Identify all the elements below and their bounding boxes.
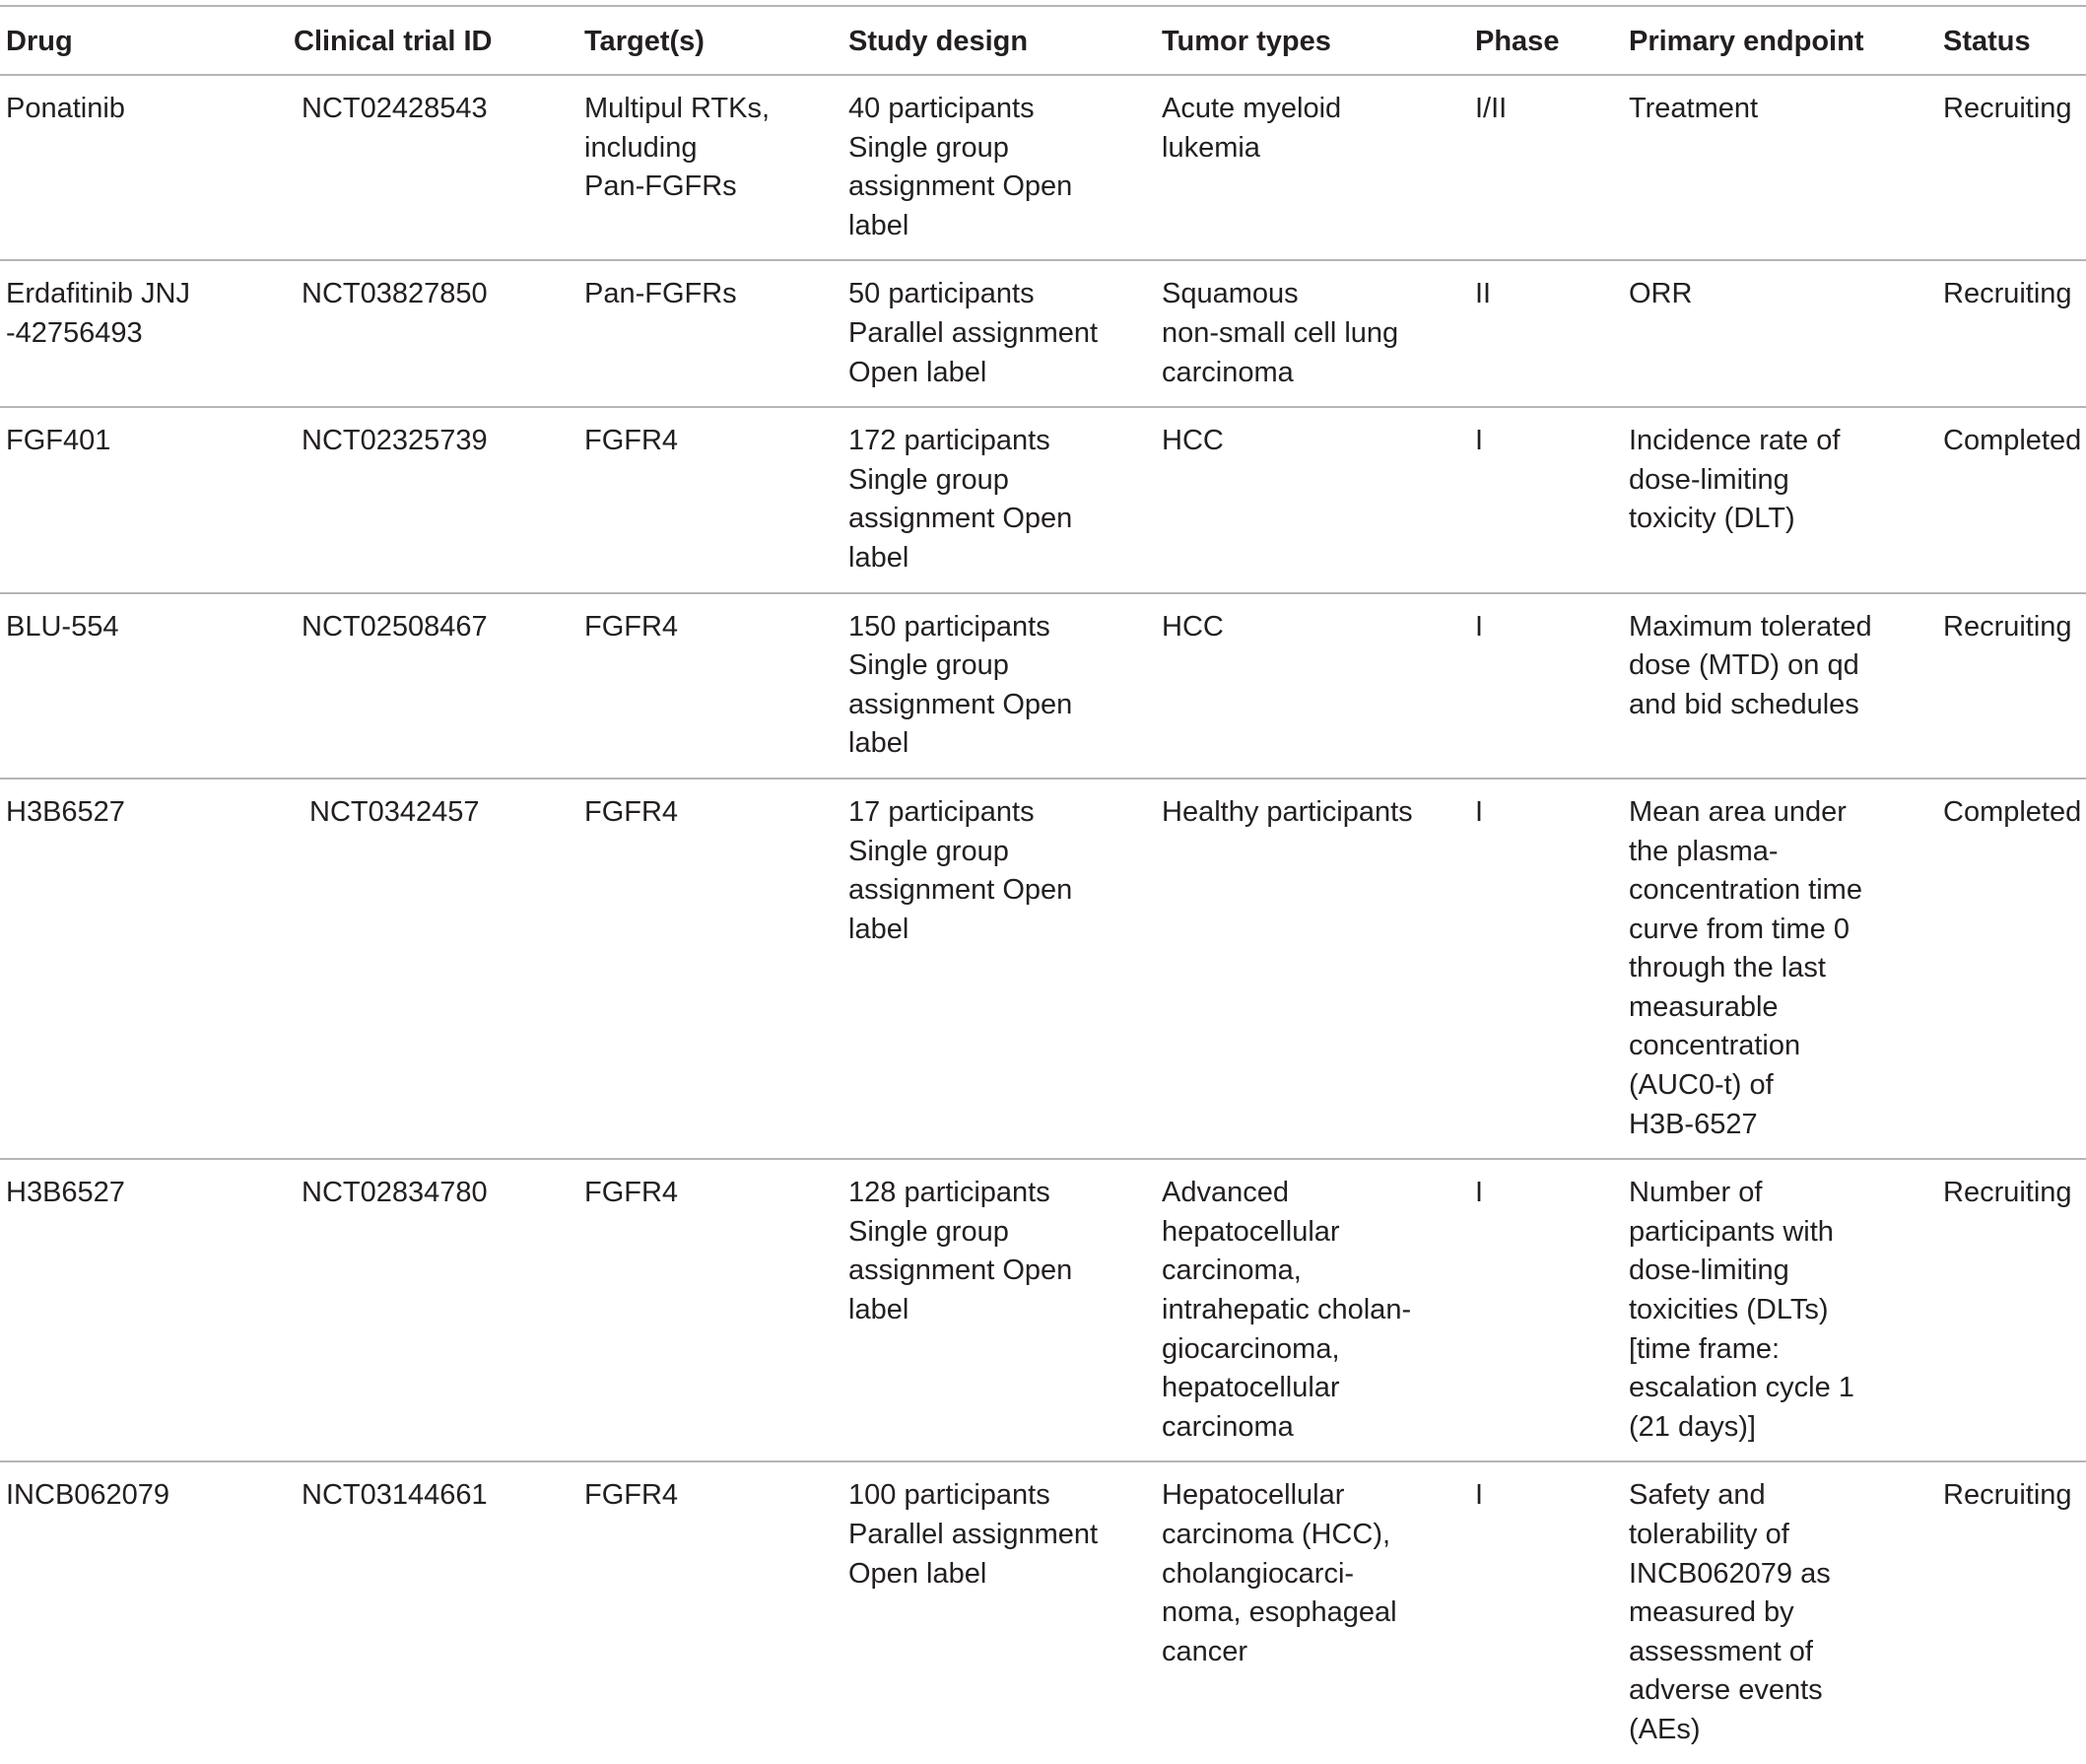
- cell-trial-id: NCT02508467: [294, 593, 584, 779]
- header-drug: Drug: [0, 6, 294, 75]
- header-status: Status: [1943, 6, 2086, 75]
- cell-primary-endpoint: Number of participants with dose-limiting toxicities (DLTs) [time frame: escalation cycle 1 (21 days)]: [1629, 1159, 1943, 1461]
- header-tumor-types: Tumor types: [1162, 6, 1475, 75]
- cell-trial-id: NCT02834780: [294, 1159, 584, 1461]
- cell-primary-endpoint: Maximum tolerated dose (MTD) on qd and bid schedules: [1629, 593, 1943, 779]
- table-row: [0, 407, 2086, 592]
- cell-trial-id: NCT03827850: [294, 260, 584, 407]
- cell-drug: Ponatinib: [0, 75, 294, 260]
- table-row: [0, 260, 2086, 407]
- cell-study-design: 150 participants Single group assignment Open label: [848, 593, 1162, 779]
- cell-tumor-types: Hepatocellular carcinoma (HCC), cholangiocarci- noma, esophageal cancer: [1162, 1479, 1397, 1667]
- cell-targets: Multipul RTKs, including Pan-FGFRs: [584, 75, 848, 260]
- cell-phase: I: [1475, 593, 1629, 779]
- cell-targets: Pan-FGFRs: [584, 260, 848, 407]
- cell-trial-id: NCT02325739: [294, 407, 584, 592]
- clinical-trials-table: [0, 5, 2086, 1764]
- cell-tumor-types: Advanced hepatocellular carcinoma, intrahepatic cholan- giocarcinoma, hepatocellular carcinoma: [1162, 1159, 1475, 1461]
- cell-tumor-types: Healthy participants: [1162, 779, 1475, 1159]
- header-phase: Phase: [1475, 6, 1629, 75]
- header-targets: Target(s): [584, 6, 848, 75]
- cell-primary-endpoint: ORR: [1629, 260, 1943, 407]
- cell-targets: FGFR4: [584, 779, 848, 1159]
- cell-study-design: 100 participants Parallel assignment Open label: [848, 1479, 1099, 1590]
- header-row: [0, 6, 2086, 75]
- cell-status: Recruiting: [1943, 260, 2086, 407]
- cell-status: Recruiting: [1943, 1159, 2086, 1461]
- cell-phase: I: [1475, 1159, 1629, 1461]
- cell-targets: FGFR4: [584, 593, 848, 779]
- header-primary-endpoint: Primary endpoint: [1629, 6, 1943, 75]
- cell-study-design: 40 participants Single group assignment Open label: [848, 75, 1162, 260]
- cell-targets: FGFR4: [584, 1479, 679, 1512]
- cell-phase: I: [1475, 779, 1629, 1159]
- cell-primary-endpoint: Treatment: [1629, 75, 1943, 260]
- cell-drug: H3B6527: [0, 1159, 294, 1461]
- cell-trial-id: NCT0342457: [294, 779, 584, 1159]
- cell-drug: FGF401: [0, 407, 294, 592]
- table-row: [0, 1159, 2086, 1461]
- cell-study-design: 50 participants Parallel assignment Open label: [848, 260, 1162, 407]
- cell-phase: I/II: [1475, 75, 1629, 260]
- cell-status: Completed: [1943, 407, 2086, 592]
- cell-phase: II: [1475, 260, 1629, 407]
- cell-targets: FGFR4: [584, 407, 848, 592]
- cell-status: Recruiting: [1943, 593, 2086, 779]
- cell-drug: INCB062079: [6, 1479, 170, 1512]
- header-study-design: Study design: [848, 6, 1162, 75]
- header-clinical-trial-id: Clinical trial ID: [294, 6, 584, 75]
- cell-primary-endpoint: Incidence rate of dose-limiting toxicity (DLT): [1629, 407, 1943, 592]
- table-container: [0, 5, 2086, 1764]
- cell-trial-id: NCT03144661: [302, 1479, 488, 1512]
- cell-tumor-types: Squamous non-small cell lung carcinoma: [1162, 260, 1475, 407]
- cell-primary-endpoint: Safety and tolerability of INCB062079 as measured by assessment of adverse events (AEs): [1629, 1479, 1831, 1745]
- table-row: [0, 75, 2086, 260]
- table-row: [0, 779, 2086, 1159]
- cell-study-design: 172 participants Single group assignment Open label: [848, 407, 1162, 592]
- cell-primary-endpoint: Mean area under the plasma- concentration time curve from time 0 through the last measurable concentration (AUC0-t) of H3B-6527: [1629, 779, 1943, 1159]
- table-row: [0, 593, 2086, 779]
- table-row: [0, 1461, 2086, 1763]
- cell-drug: BLU-554: [0, 593, 294, 779]
- cell-tumor-types: Acute myeloid lukemia: [1162, 75, 1475, 260]
- cell-trial-id: NCT02428543: [294, 75, 584, 260]
- cell-drug: H3B6527: [0, 779, 294, 1159]
- cell-status: Recruiting: [1943, 75, 2086, 260]
- cell-status: Completed: [1943, 779, 2086, 1159]
- cell-tumor-types: HCC: [1162, 593, 1475, 779]
- cell-targets: FGFR4: [584, 1159, 848, 1461]
- cell-study-design: 17 participants Single group assignment Open label: [848, 779, 1162, 1159]
- cell-phase: I: [1475, 1479, 1484, 1512]
- cell-drug: Erdafitinib JNJ -42756493: [0, 260, 294, 407]
- cell-phase: I: [1475, 407, 1629, 592]
- cell-study-design: 128 participants Single group assignment Open label: [848, 1159, 1162, 1461]
- cell-tumor-types: HCC: [1162, 407, 1475, 592]
- cell-status: Recruiting: [1943, 1479, 2072, 1512]
